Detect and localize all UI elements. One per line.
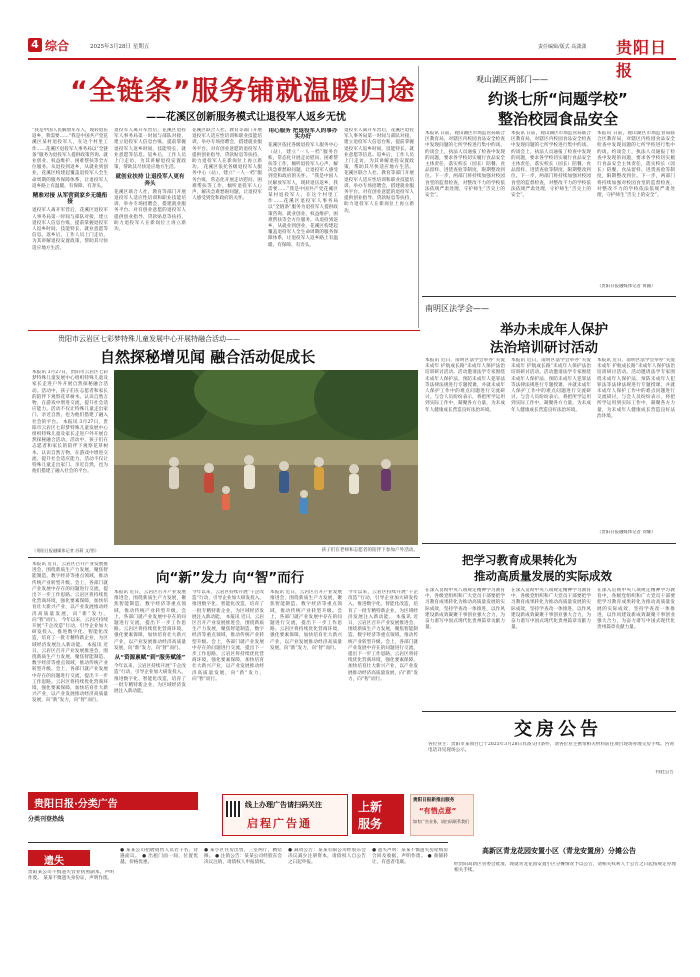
center-title: 向“新”发力 向“智”而行 <box>156 570 305 586</box>
center-left-col <box>32 562 108 792</box>
side-mid-body: 本报讯 近日，南明区法学会举办“关爱未成年 护航成长路”未成年人保护法治培训研讨活动。活动邀请法学专家围绕未成年人保护法、预防未成年人犯罪法等法律法规进行专题授课，并就未成年人保护工作中的难点问题进行交流研讨。与会人员纷纷表示，将把所学运用到实际工作中，凝聚各方力量，为未成年人健康成长营造良好法治环境。 <box>425 358 505 413</box>
ads-promo-title: 贵阳日报新推出服务 <box>413 798 455 803</box>
center-col-4 <box>348 590 418 790</box>
feature-kicker: 贵阳市云岩区七彩梦特殊儿童发展中心开展特融合活动—— <box>58 335 240 343</box>
feature-body <box>32 370 108 546</box>
side-mid-title-1: 举办未成年人保护 <box>500 322 608 338</box>
center-left-text: 本报讯 近日，云岩区召开产业发展推进会，围绕新质生产力发展，聚焦智能制造、数字经济等重点领域，推动传统产业转型升级。会上，各部门就产业发展中存在的问题进行交流，提出下一步工作思路。云岩区将持续优化营商环境，强化要素保障，加快培育壮大新兴产业，以产业发展推动经济高质量发展，向“新”发力，向“智”而行。 <box>32 562 108 623</box>
lead-body-1b: 退役军人离开军营后，花溪区退役军人事务局第一时间与部队对接，建立退役军人信息台账，提前掌握退役军人返乡时间、技能特长、就业意愿等信息。返乡后，工作人员上门走访，为其讲解退役安置政策，帮助其尽快适应地方生活。 <box>114 128 186 171</box>
qr-icon <box>226 801 242 817</box>
classified-col-4: ● 减资公告：某某有限公司经股东会决议减少注册资本，请债权人自公告之日起申报。 <box>288 848 366 866</box>
side-mid-credit: （贵阳日报融媒体记者 刘耀） <box>597 530 656 535</box>
side-top-body-1 <box>425 131 505 319</box>
masthead-logo: 贵阳日报 <box>616 38 668 80</box>
lead-body-2b: 花溪区联合人社、教育等部门开展退役军人适应性培训和职业技能培训，举办专场招聘会，搭建就业服务平台。对有创业意愿的退役军人提供创业指导、贷款贴息等扶持，助力退役军人在新岗位上再立新功。 <box>192 128 262 171</box>
allot-notice-body: 经贵阳高新区管委会批准，现就青龙花园安置小区分摊情况予以公告，请相关权利人于公告之日起按规定办理相关手续。 <box>454 862 676 874</box>
lead-subtitle: ——花溪区创新服务模式让退役军人返乡无忧 <box>146 112 346 123</box>
center-col-3 <box>270 590 342 790</box>
center-body-4: 本报讯 近日，云岩区召开产业发展推进会，围绕新质生产力发展，聚焦智能制造、数字经济等重点领域，推动传统产业转型升级。会上，各部门就产业发展中存在的问题进行交流，提出下一步工作思路。云岩区将持续优化营商环境，强化要素保障，加快培育壮大新兴产业，以产业发展推动经济高质量发展，向“新”发力，向“智”而行。 <box>192 614 264 682</box>
center-col-2 <box>192 590 264 790</box>
ads-promo-note: 如有广告业务，请扫码联系我们 <box>413 819 469 824</box>
side-mid-body-2 <box>511 358 591 536</box>
column-divider <box>418 66 419 328</box>
center-top-rule <box>28 557 420 558</box>
feature-photo <box>114 370 418 545</box>
side-low-col-3 <box>597 588 675 708</box>
lead-col-3 <box>192 128 262 324</box>
side-mid-title-2: 法治培训研讨活动 <box>490 340 598 356</box>
side-top-body-b: 本报讯 日前，观山湖区市场监管局联合区教育局，对辖区内校园食品安全检查中发现问题的七所学校进行集中约谈。约谈会上，执法人员通报了检查中发现的问题，要求各学校切实履行食品安全主体责任，落实校长（园长）陪餐、食品留样、进货查验等制度，限期整改到位。下一步，两部门将持续加强对校园食堂的监督检查，对整改不力的学校依法依规严肃处理，守护师生“舌尖上的安全”。 <box>511 131 591 199</box>
side-mid-body-1 <box>425 358 505 536</box>
ads-right-promo <box>410 794 474 836</box>
notice-credit: 特此公告 <box>655 770 674 775</box>
ads-right-title: 高新区青龙花园安置小区（青龙安置房）分摊公告 <box>482 847 636 855</box>
lead-col-1 <box>32 128 108 324</box>
side-rule-1 <box>422 296 676 297</box>
lead-subhead-3: 用心服务 把退役军人的事办实办好 <box>268 128 338 141</box>
center-left-text-b: 今年以来，云岩区持续开展“千企改造”行动，引导企业加大研发投入，推进数字化、智能化改造，培育了一批专精特新企业，为区域经济发展注入新动能。 <box>32 617 108 648</box>
side-top-body-3 <box>597 131 675 281</box>
classified-col-2: ● 某某公司招聘销售人员若干名，待遇面议。 ● 出租门面一间，位置优越，价格优惠。 <box>120 848 198 866</box>
lead-title: “全链条”服务铺就温暖归途 <box>70 76 416 107</box>
ads-new-box <box>352 794 404 834</box>
center-body-3: 今年以来，云岩区持续开展“千企改造”行动，引导企业加大研发投入，推进数字化、智能化改造，培育了一批专精特新企业，为区域经济发展注入新动能。 <box>192 590 264 620</box>
lead-body-3: 花溪区依托各级退役军人服务中心（站），建立“一人一档”服务台账，常态化开展走访慰问、困难帮扶等工作，倾听退役军人心声，解决急难愁盼问题，让退役军人感受到党和政府的关怀。 <box>192 165 262 202</box>
side-low-body-b: 在深入贯彻中央八项规定精神学习教育中，各级党组织和广大党员干部要把学习教育成果转化为推动高质量发展的实际成效，坚持学查改一体推进，以作风建设新成效凝聚干事创业强大合力，为奋力谱写中国式现代化贵州篇章贡献力量。 <box>511 588 591 631</box>
center-col-1 <box>114 590 186 790</box>
lead-body-2: 花溪区联合人社、教育等部门开展退役军人适应性培训和职业技能培训，举办专场招聘会，搭建就业服务平台。对有创业意愿的退役军人提供创业指导、贷款贴息等扶持，助力退役军人在新岗位上再立新功。 <box>114 189 186 233</box>
lead-col-2 <box>114 128 186 324</box>
side-mid-kicker: 南明区法学会—— <box>425 304 489 313</box>
center-body-5: 本报讯 近日，云岩区召开产业发展推进会，围绕新质生产力发展，聚焦智能制造、数字经济等重点领域，推动传统产业转型升级。会上，各部门就产业发展中存在的问题进行交流，提出下一步工作思路。云岩区将持续优化营商环境，强化要素保障，加快培育壮大新兴产业，以产业发展推动经济高质量发展，向“新”发力，向“智”而行。 <box>270 590 342 651</box>
side-mid-body-3 <box>597 358 675 528</box>
feature-caption: 孩子们在老师和志愿者的陪伴下参加户外活动。 <box>321 548 418 553</box>
side-mid-body-b: 本报讯 近日，南明区法学会举办“关爱未成年 护航成长路”未成年人保护法治培训研讨活动。活动邀请法学专家围绕未成年人保护法、预防未成年人犯罪法等法律法规进行专题授课，并就未成年人保护工作中的难点问题进行交流研讨。与会人员纷纷表示，将把所学运用到实际工作中，凝聚各方力量，为未成年人健康成长营造良好法治环境。 <box>511 358 591 413</box>
side-rule-3 <box>422 711 676 712</box>
side-rule-2 <box>422 543 676 544</box>
side-top-body: 本报讯 日前，观山湖区市场监管局联合区教育局，对辖区内校园食品安全检查中发现问题的七所学校进行集中约谈。约谈会上，执法人员通报了检查中发现的问题，要求各学校切实履行食品安全主体责任，落实校长（园长）陪餐、食品留样、进货查验等制度，限期整改到位。下一步，两部门将持续加强对校园食堂的监督检查，对整改不力的学校依法依规严肃处理，守护师生“舌尖上的安全”。 <box>425 131 505 199</box>
feature-title: 自然探秘增见闻 融合活动促成长 <box>100 348 316 366</box>
lost-title: 遗失 <box>44 856 64 867</box>
side-top-kicker: 观山湖区两部门—— <box>476 75 548 84</box>
editors: 责任编辑/版式 高潇潇 <box>538 44 587 50</box>
ads-hotline: 分类刊登热线 <box>28 816 65 823</box>
side-mid-body-c: 本报讯 近日，南明区法学会举办“关爱未成年 护航成长路”未成年人保护法治培训研讨活动。活动邀请法学专家围绕未成年人保护法、预防未成年人犯罪法等法律法规进行专题授课，并就未成年人保护工作中的难点问题进行交流研讨。与会人员纷纷表示，将把所学运用到实际工作中，凝聚各方力量，为未成年人健康成长营造良好法治环境。 <box>597 358 675 419</box>
lead-body-c: “我是中国人民解放军军人，现转退伍返乡，我需要……”我是中国共产党花溪区某村退役军人，在这个村里工作……花溪区退役军人事务局以“全链条”服务为退役军人提供政策咨询、就业创业、权益维护、困难帮扶等全方位服务。从退役到返乡，从就业到创业，花溪区构建起覆盖退役军人全生命周期的服务保障体系，让退役军人返乡路上有温暖、有保障、有奔头。 <box>268 174 338 248</box>
ads-center-ad: 线上办理广告请扫码关注 <box>245 801 322 809</box>
page-number-badge: 4 <box>28 38 42 52</box>
ads-new-2: 服务 <box>358 817 383 831</box>
feature-body-text-b: 本报讯 3月27日，贵阳市云岩区七彩梦特殊儿童发展中心组织特殊儿童及家长走进户外开展自然探秘融合活动。活动中，孩子们在志愿者和家长的陪伴下观察花草树木、认识自然万物，在游戏中增进交流，提升社会适应能力。活动不仅让特殊儿童走出家门、亲近自然，也为他们搭建了融入社会的平台。 <box>32 419 108 475</box>
photo-scene <box>114 370 418 545</box>
ads-new: 上新 <box>358 800 383 814</box>
feature-top-rule <box>28 330 420 331</box>
side-top-body-c: 本报讯 日前，观山湖区市场监管局联合区教育局，对辖区内校园食品安全检查中发现问题的七所学校进行集中约谈。约谈会上，执法人员通报了检查中发现的问题，要求各学校切实履行食品安全主体责任，落实校长（园长）陪餐、食品留样、进货查验等制度，限期整改到位。下一步，两部门将持续加强对校园食堂的监督检查，对整改不力的学校依法依规严肃处理，守护师生“舌尖上的安全”。 <box>597 131 675 199</box>
lost-box <box>28 850 90 866</box>
lead-body-3b: 花溪区依托各级退役军人服务中心（站），建立“一人一档”服务台账，常态化开展走访慰问、困难帮扶等工作，倾听退役军人心声，解决急难愁盼问题，让退役军人感受到党和政府的关怀。 <box>268 143 338 180</box>
side-low-title-2: 推动高质量发展的实际成效 <box>474 569 612 583</box>
center-body-7: 本报讯 近日，云岩区召开产业发展推进会，围绕新质生产力发展，聚焦智能制造、数字经济等重点领域，推动传统产业转型升级。会上，各部门就产业发展中存在的问题进行交流，提出下一步工作思路。云岩区将持续优化营商环境，强化要素保障，加快培育壮大新兴产业，以产业发展推动经济高质量发展，向“新”发力，向“智”而行。 <box>348 614 418 682</box>
lead-body-e: 花溪区联合人社、教育等部门开展退役军人适应性培训和职业技能培训，举办专场招聘会，搭建就业服务平台。对有创业意愿的退役军人提供创业指导、贷款贴息等扶持，助力退役军人在新岗位上再立新功。 <box>344 171 414 214</box>
section-name: 综合 <box>45 39 70 53</box>
issue-date: 2025年3月28日 星期五 <box>90 44 150 50</box>
ads-center-ad-2: 启程广告通 <box>247 817 312 830</box>
side-low-body-c: 在深入贯彻中央八项规定精神学习教育中，各级党组织和广大党员干部要把学习教育成果转化为推动高质量发展的实际成效，坚持学查改一体推进，以作风建设新成效凝聚干事创业强大合力，为奋力谱写中国式现代化贵州篇章贡献力量。 <box>597 588 675 631</box>
feature-credit: （贵阳日报融媒体记者 苏莉 文/图） <box>32 548 99 553</box>
center-body-2: 今年以来，云岩区持续开展“千企改造”行动，引导企业加大研发投入，推进数字化、智能化改造，培育了一批专精特新企业，为区域经济发展注入新动能。 <box>114 664 186 695</box>
notice-title: 交房公告 <box>514 719 602 740</box>
center-body-1: 本报讯 近日，云岩区召开产业发展推进会，围绕新质生产力发展，聚焦智能制造、数字经济等重点领域，推动传统产业转型升级。会上，各部门就产业发展中存在的问题进行交流，提出下一步工作思路。云岩区将持续优化营商环境，强化要素保障，加快培育壮大新兴产业，以产业发展推动经济高质量发展，向“新”发力，向“智”而行。 <box>114 590 186 651</box>
center-body-6: 今年以来，云岩区持续开展“千企改造”行动，引导企业加大研发投入，推进数字化、智能化改造，培育了一批专精特新企业，为区域经济发展注入新动能。 <box>348 590 418 620</box>
center-left-text-c: 本报讯 近日，云岩区召开产业发展推进会，围绕新质生产力发展，聚焦智能制造、数字经济等重点领域，推动传统产业转型升级。会上，各部门就产业发展中存在的问题进行交流，提出下一步工作思路。云岩区将持续优化营商环境，强化要素保障，加快培育壮大新兴产业，以产业发展推动经济高质量发展，向“新”发力，向“智”而行。 <box>32 642 108 704</box>
feature-body-text: 本报讯 3月27日，贵阳市云岩区七彩梦特殊儿童发展中心组织特殊儿童及家长走进户外开展自然探秘融合活动。活动中，孩子们在志愿者和家长的陪伴下观察花草树木、认识自然万物，在游戏中增进交流，提升社会适应能力。活动不仅让特殊儿童走出家门、亲近自然，也为他们搭建了融入社会的平台。 <box>32 370 108 425</box>
ads-masthead-box <box>28 792 198 810</box>
ads-band <box>28 792 676 855</box>
side-low-title-1: 把学习教育成果转化为 <box>462 553 577 567</box>
lead-subhead-1: 精准对接 从军营到家乡无缝衔接 <box>32 193 108 206</box>
side-low-body: 在深入贯彻中央八项规定精神学习教育中，各级党组织和广大党员干部要把学习教育成果转化为推动高质量发展的实际成效，坚持学查改一体推进，以作风建设新成效凝聚干事创业强大合力，为奋力谱写中国式现代化贵州篇章贡献力量。 <box>425 588 505 631</box>
side-top-credit: （贵阳日报融媒体记者 黄颖） <box>597 284 656 289</box>
classified-col-5: ● 遗失声明：某某不慎遗失房屋购房合同及收据，声明作废。 ● 商铺转让，有意者电联。 <box>372 848 448 866</box>
center-subhead: 从“资源禀赋”到“服务赋能” <box>114 655 186 662</box>
side-top-body-2 <box>511 131 591 319</box>
lead-col-5 <box>344 128 414 324</box>
ads-rule <box>28 842 448 843</box>
ads-center-box <box>222 794 348 836</box>
lost-body: 贵阳某公司不慎遗失营业执照副本，声明作废。 某某不慎遗失身份证，声明作废。 <box>28 870 114 882</box>
classified-col-3: ● 某小区住房出售，三室两厅，精装修。 ● 注销公告：某某公司经股东会决议注销，请债权人申报债权。 <box>204 848 282 866</box>
lead-body: “我是中国人民解放军军人，现转退伍返乡，我需要……”我是中国共产党花溪区某村退役军人，在这个村里工作……花溪区退役军人事务局以“全链条”服务为退役军人提供政策咨询、就业创业、权益维护、困难帮扶等全方位服务。从退役到返乡，从就业到创业，花溪区构建起覆盖退役军人全生命周期的服务保障体系，让退役军人返乡路上有温暖、有保障、有奔头。 <box>32 128 108 189</box>
lead-body-1: 退役军人离开军营后，花溪区退役军人事务局第一时间与部队对接，建立退役军人信息台账，提前掌握退役军人返乡时间、技能特长、就业意愿等信息。返乡后，工作人员上门走访，为其讲解退役安置政策，帮助其尽快适应地方生活。 <box>32 208 108 251</box>
ads-promo-name: “有惜点意” <box>419 807 457 815</box>
header-rule <box>28 58 676 60</box>
side-low-col-2 <box>511 588 591 708</box>
side-low-col-1 <box>425 588 505 708</box>
notice-body: 各位业主：贵阳市某项目已于2025年3月28日具备交付条件，请各位业主携带相关材料前往项目现场办理交房手续。咨询电话详见现场公示。 <box>428 742 674 754</box>
side-top-title-2: 整治校园食品安全 <box>498 110 619 128</box>
lead-col-4 <box>268 128 338 324</box>
lead-body-d: 退役军人离开军营后，花溪区退役军人事务局第一时间与部队对接，建立退役军人信息台账，提前掌握退役军人返乡时间、技能特长、就业意愿等信息。返乡后，工作人员上门走访，为其讲解退役安置政策，帮助其尽快适应地方生活。 <box>344 128 414 171</box>
ads-masthead: 贵阳日报·分类广告 <box>34 799 118 810</box>
side-top-title-1: 约谈七所“问题学校” <box>488 90 628 108</box>
lead-subhead-2: 就创业扶持 让退役军人更有奔头 <box>115 174 185 187</box>
